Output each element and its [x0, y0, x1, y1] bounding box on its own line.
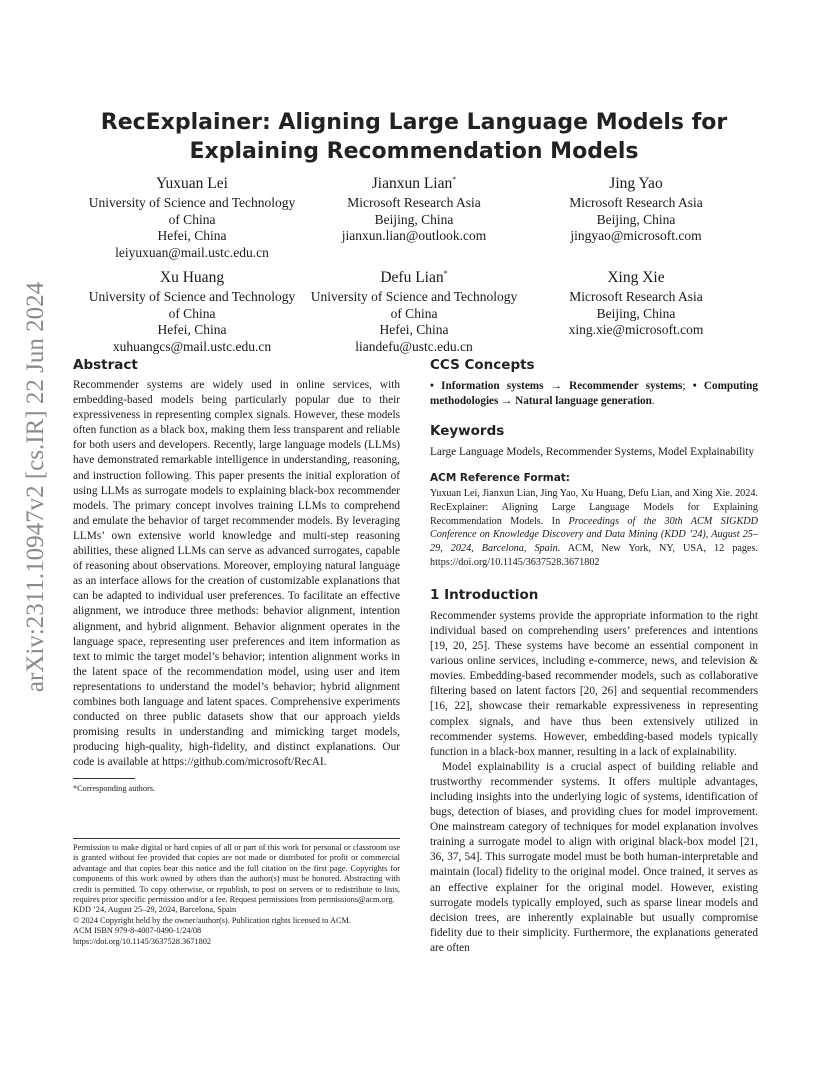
- reference-format-text: Yuxuan Lei, Jianxun Lian, Jing Yao, Xu Huang, Defu Lian, and Xing Xie. 2024. RecExplainer: Aligning Large Language Models for Explaining Recommendation Models. In Proceedings of the 30th ACM SIGKDD Conference on Knowledge Discovery and Data Mining (KDD ’24), August 25–29, 2024, Barcelona, Spain. ACM, New York, NY, USA, 12 pages. https://doi.org/10.1145/3637528.3671802: [430, 488, 758, 569]
- author-email: jianxun.lian@outlook.com: [341, 228, 487, 244]
- author-affiliation-cont: of China: [168, 211, 216, 227]
- intro-paragraph-1: Recommender systems provide the appropriate information to the right individual based on comprehending users’ preferences and intentions [19, 20, 25]. These systems have become an essential component in various online services, including e-commerce, news, and television & movies. Embedding-based recommender models, such as collaborative filtering based on latent factors [20, 26] and sequential recommenders [16, 22], showcase their remarkable expressiveness in representing complex signals, and have thus been extensively utilized in recommender systems. However, embedding-based models typically function in a black-box manner, resulting in a lack of explainability.: [430, 609, 758, 758]
- intro-paragraph-2: Model explainability is a crucial aspect of building reliable and trustworthy recommender systems. It offers multiple advantages, including insights into the underlying logic of systems, identification of bugs, detection of biases, and providing clues for model improvement. One mainstream category of techniques for model explanation involves training a surrogate model to align with original black-box model [21, 36, 37, 54]. This surrogate model must be both human-interpretable and maintain (local) fidelity to the original model. Once trained, it serves as an effective explainer for the original model. However, existing surrogate models typically employed, such as sparse linear models and decision trees, are inherently explainable but usually compromise fidelity due to their simplicity. Furthermore, the explanations generated are often: [430, 760, 758, 954]
- author-name: Yuxuan Lei: [156, 175, 228, 193]
- copyright-line: © 2024 Copyright held by the owner/author(s). Publication rights licensed to ACM.: [73, 915, 351, 925]
- author-location: Beijing, China: [596, 305, 676, 321]
- corresponding-footnote: *Corresponding authors.: [73, 784, 156, 794]
- keywords-heading: Keywords: [430, 423, 505, 439]
- author-affiliation: Microsoft Research Asia: [347, 195, 481, 211]
- author-email: leiyuxuan@mail.ustc.edu.cn: [115, 244, 269, 260]
- author-name: Xing Xie: [607, 269, 665, 287]
- right-column: [430, 357, 758, 956]
- left-column: [73, 357, 400, 795]
- corresponding-mark: *: [443, 269, 448, 278]
- permission-text: Permission to make digital or hard copies of all or part of this work for personal or classroom use is granted without fee provided that copies are not made or distributed for profit or commercial advantage and that copies bear this notice and the full citation on the first page. Copyrights for components of this work owned by others than the author(s) must be honored. Abstracting with credit is permitted. To copy otherwise, or republish, to post on servers or to redistribute to lists, requires prior specific permission and/or a fee. Request permissions from permissions@acm.org.: [73, 843, 400, 905]
- author-name: Defu Lian: [380, 269, 444, 287]
- permission-divider: [73, 838, 400, 839]
- author-block: [299, 264, 529, 355]
- corresponding-mark: *: [452, 175, 457, 184]
- author-block: [521, 170, 751, 245]
- permission-block: [73, 838, 400, 947]
- author-email: jingyao@microsoft.com: [570, 228, 702, 244]
- author-affiliation-cont: of China: [168, 305, 216, 321]
- introduction-heading: 1 Introduction: [430, 586, 539, 603]
- author-block: [521, 264, 751, 339]
- arxiv-identifier: arXiv:2311.10947v2 [cs.IR] 22 Jun 2024: [22, 281, 49, 693]
- author-email: xing.xie@microsoft.com: [568, 322, 704, 338]
- footnote-divider: [73, 778, 135, 779]
- author-name: Jing Yao: [609, 175, 663, 193]
- author-location: Beijing, China: [374, 211, 454, 227]
- author-affiliation: University of Science and Technology: [310, 289, 518, 305]
- author-location: Beijing, China: [596, 211, 676, 227]
- ccs-heading: CCS Concepts: [430, 357, 535, 373]
- paper-title: RecExplainer: Aligning Large Language Models for Explaining Recommendation Models: [100, 110, 728, 164]
- author-affiliation: University of Science and Technology: [88, 195, 296, 211]
- keywords-text: Large Language Models, Recommender Systems, Model Explainability: [430, 446, 755, 458]
- author-affiliation: Microsoft Research Asia: [569, 289, 703, 305]
- author-affiliation-cont: of China: [390, 305, 438, 321]
- abstract-heading: Abstract: [73, 357, 138, 373]
- author-email: xuhuangcs@mail.ustc.edu.cn: [112, 338, 272, 354]
- author-location: Hefei, China: [379, 322, 449, 338]
- abstract-text: Recommender systems are widely used in online services, with embedding-based models being particularly popular due to their expressiveness in representing complex signals. However, these models often function as a black box, making them less transparent and reliable for both users and developers. Recently, large language models (LLMs) have demonstrated remarkable intelligence in understanding, reasoning, and instruction following. This paper presents the initial exploration of using LLMs as surrogate models to explaining black-box recommender models. The primary concept involves training LLMs to comprehend and emulate the behavior of target recommender models. By leveraging LLMs’ own extensive world knowledge and multi-step reasoning abilities, these aligned LLMs can serve as advanced surrogates, capable of reasoning about observations. Moreover, employing natural language as an interface allows for the creation of customizable explanations that can be adapted to individual user preferences. To facilitate an effective alignment, we introduce three methods: behavior alignment, intention alignment, and hybrid alignment. Behavior alignment operates in the language space, representing user preferences and item information as text to mimic the target model’s behavior; intention alignment works in the latent space of the recommendation model, using user and item representations to understand the model’s behavior; hybrid alignment combines both language and latent spaces. Comprehensive experiments conducted on three public datasets show that our approach yields promising results in understanding and mimicking target models, producing high-quality, high-fidelity, and distinct explanations. Our code is available at https://github.com/microsoft/RecAI.: [73, 379, 400, 769]
- doi-link[interactable]: https://doi.org/10.1145/3637528.3671802: [73, 936, 212, 946]
- author-affiliation: University of Science and Technology: [88, 289, 296, 305]
- author-name: Jianxun Lian: [371, 175, 453, 193]
- author-block: [77, 264, 307, 355]
- author-block: [77, 170, 307, 261]
- ccs-item: • Information systems → Recommender systems: [430, 380, 683, 392]
- conference-venue: KDD ’24, August 25–29, 2024, Barcelona, Spain: [73, 905, 237, 915]
- author-name: Xu Huang: [159, 269, 225, 287]
- author-location: Hefei, China: [157, 228, 227, 244]
- author-affiliation: Microsoft Research Asia: [569, 195, 703, 211]
- author-location: Hefei, China: [157, 322, 227, 338]
- reference-format-heading: ACM Reference Format:: [430, 472, 570, 485]
- ccs-concepts: • Information systems → Recommender systems; • Computing methodologies → Natural language generation.: [430, 380, 758, 407]
- author-block: [299, 170, 529, 245]
- reference-venue: Proceedings of the 30th ACM SIGKDD Conference on Knowledge Discovery and Data Mining (KDD ’24), August 25–29, 2024, Barcelona, Spain: [430, 515, 758, 555]
- ccs-item: • Computing methodologies → Natural language generation: [430, 380, 758, 407]
- author-email: liandefu@ustc.edu.cn: [355, 338, 473, 354]
- isbn-line: ACM ISBN 979-8-4007-0490-1/24/08: [73, 926, 202, 936]
